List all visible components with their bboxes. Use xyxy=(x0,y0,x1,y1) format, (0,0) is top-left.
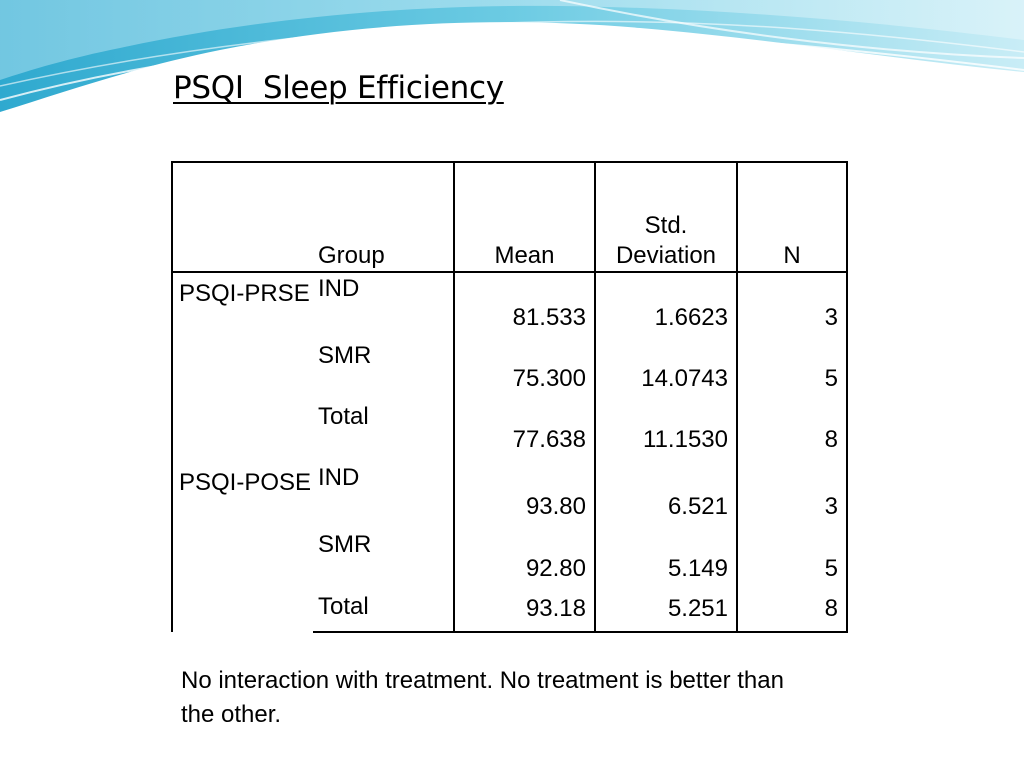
decorative-wave-banner xyxy=(0,0,1024,130)
table-row xyxy=(172,272,847,340)
variable-label: PSQI-POSE xyxy=(172,462,313,632)
slide-title: PSQI Sleep Efficiency xyxy=(173,70,504,106)
table-row xyxy=(172,462,847,529)
header-mean: Mean xyxy=(454,162,595,272)
n-value: 8 xyxy=(737,401,847,462)
std-value: 1.6623 xyxy=(595,272,737,340)
n-value: 8 xyxy=(737,591,847,632)
std-value: 5.149 xyxy=(595,529,737,591)
std-value: 14.0743 xyxy=(595,340,737,401)
header-n: N xyxy=(737,162,847,272)
descriptive-statistics-table xyxy=(171,161,848,633)
header-variable xyxy=(172,162,313,272)
header-group: Group xyxy=(313,162,454,272)
mean-value: 93.18 xyxy=(454,591,595,632)
std-value: 5.251 xyxy=(595,591,737,632)
n-value: 5 xyxy=(737,529,847,591)
mean-value: 81.533 xyxy=(454,272,595,340)
mean-value: 75.300 xyxy=(454,340,595,401)
group-label: Total xyxy=(313,591,454,632)
variable-label: PSQI-PRSE xyxy=(172,272,313,462)
mean-value: 77.638 xyxy=(454,401,595,462)
n-value: 3 xyxy=(737,462,847,529)
group-label: IND xyxy=(318,464,360,491)
group-label: Total xyxy=(318,403,369,430)
group-label: IND xyxy=(318,275,360,302)
n-value: 3 xyxy=(737,272,847,340)
group-label: SMR xyxy=(318,531,372,558)
n-value: 5 xyxy=(737,340,847,401)
table-header-row xyxy=(172,162,847,272)
std-value: 11.1530 xyxy=(595,401,737,462)
mean-value: 92.80 xyxy=(454,529,595,591)
conclusion-note: No interaction with treatment. No treatment is better than the other. xyxy=(181,667,784,728)
mean-value: 93.80 xyxy=(454,462,595,529)
group-label: SMR xyxy=(318,342,372,369)
header-std-deviation: Std. Deviation xyxy=(595,162,737,272)
std-value: 6.521 xyxy=(595,462,737,529)
